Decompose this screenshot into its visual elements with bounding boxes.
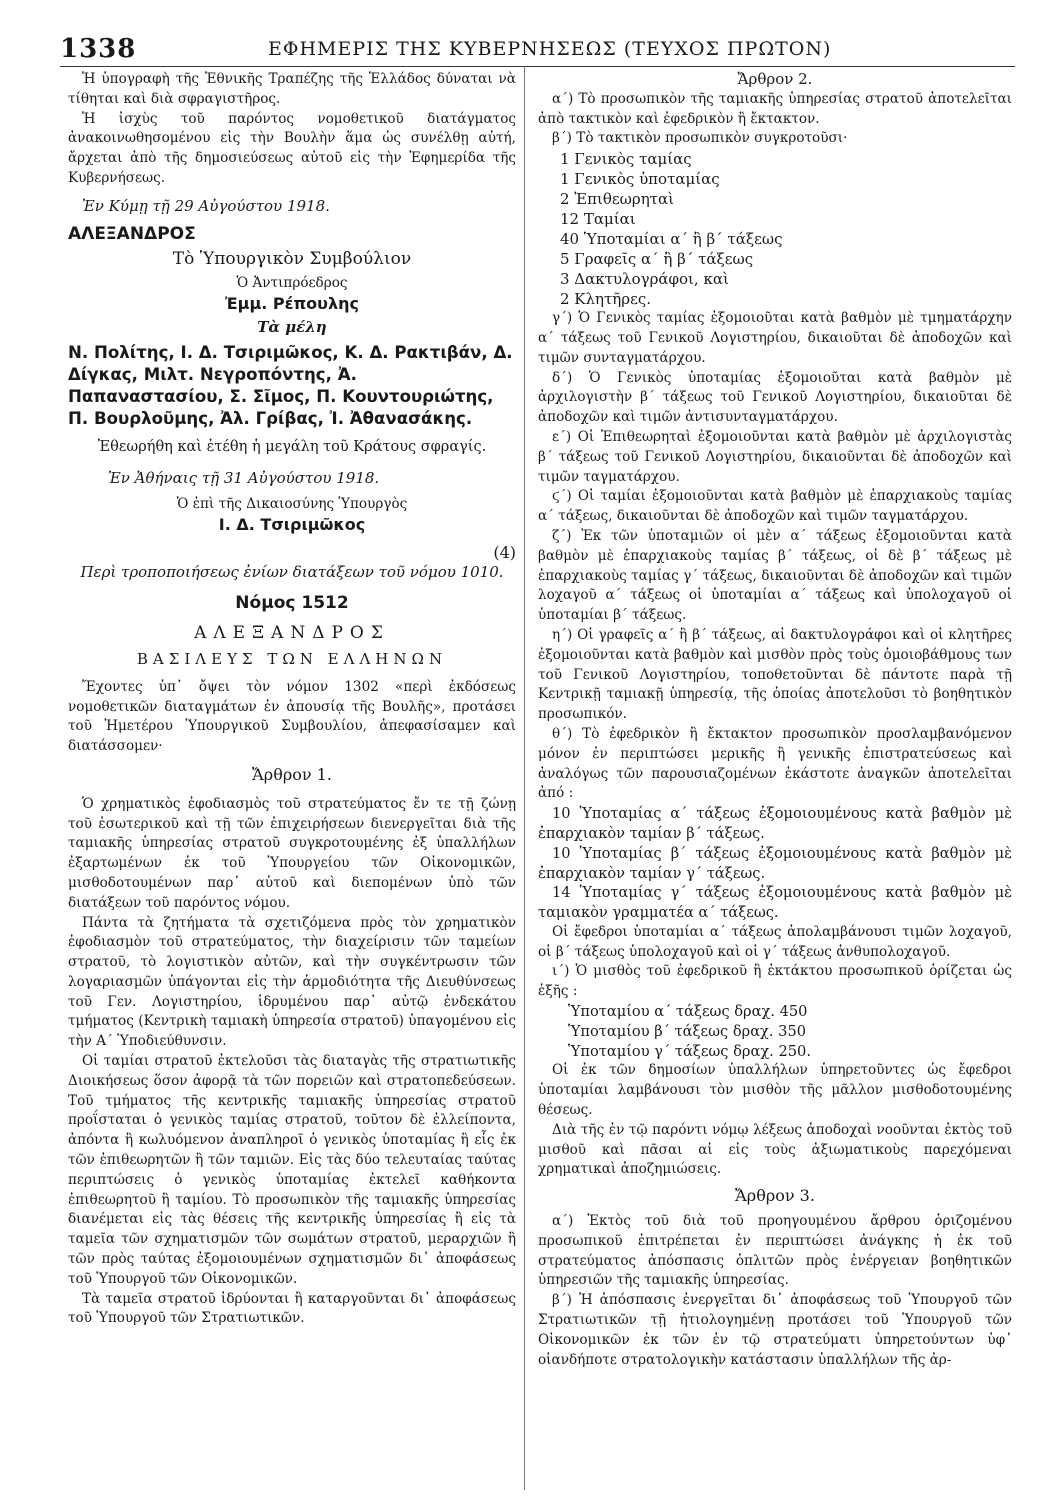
place-date: Ἐν Κύμῃ τῇ 29 Αὐγούστου 1918. [82, 196, 330, 215]
paragraph: Οἱ ἐκ τῶν δημοσίων ὑπαλλήλων ὑπηρετοῦντες ὡς ἔφεδροι ὑποταμίαι λαμβάνουσι τὸν μισθὸν τῆς μᾶλλον μισθοδοτουμένης θέσεως. [538, 1062, 1012, 1119]
list-item: 5 Γραφεῖς α΄ ἢ β΄ τάξεως [560, 250, 754, 269]
paragraph: ϛ΄) Οἱ ταμίαι ἐξομοιοῦνται κατὰ βαθμὸν μὲ ἐπαρχιακοὺς ταμίας α΄ τάξεως, δικαιοῦνται δὲ ἀποδοχῶν καὶ τιμῶν ταγματάρχου. [538, 488, 1012, 525]
paragraph: Ἡ ἰσχὺς τοῦ παρόντος νομοθετικοῦ διατάγματος ἀνακοινωθησομένου εἰς τὴν Βουλὴν ἅμα ὡς συνέλθῃ αὐτή, ἄρχεται ἀπὸ τῆς δημοσιεύσεως αὐτοῦ εἰς τὴν Ἐφημερίδα τῆς Κυβερνήσεως. [68, 110, 516, 186]
minister-name: Ι. Δ. Τσιριμῶκος [218, 514, 366, 534]
paragraph: θ΄) Τὸ ἐφεδρικὸν ἢ ἔκτακτον προσωπικὸν προσλαμβανόμενον μόνον ἐν περιπτώσει μερικῆς ἢ γενικῆς ἐπιστρατεύσεως καὶ ἀναλόγως τῶν παρουσιαζομένων ἑκάστοτε ἀναγκῶν ἀποτελεῖται ἀπό : [538, 725, 1012, 802]
page-number: 1338 [60, 34, 137, 64]
place-date: Ἐν Ἀθήναις τῇ 31 Αὐγούστου 1918. [108, 469, 380, 488]
paragraph: ι΄) Ὁ μισθὸς τοῦ ἐφεδρικοῦ ἢ ἐκτάκτου προσωπικοῦ ὁρίζεται ὡς ἑξῆς : [538, 963, 1012, 1000]
vice-president-name: Ἐμμ. Ρέπουλης [225, 293, 359, 313]
left-column [68, 70, 516, 1329]
page-header [60, 34, 1010, 64]
paragraph: Ὁ χρηματικὸς ἐφοδιασμὸς τοῦ στρατεύματος ἔν τε τῇ ζώνῃ τοῦ ἐσωτερικοῦ καὶ τῇ τῶν ἐπιχειρήσεων διενεργεῖται διὰ τῆς ταμιακῆς ὑπηρεσίας στρατοῦ συγκροτουμένης ἐξ ὑπαλλήλων ἐξαρτωμένων ἐκ τοῦ Ὑπουργείου τῶν Οἰκονομικῶν, μισθοδοτουμένων παρ᾿ αὐτοῦ καὶ διεπομένων ὑπὸ τῶν διατάξεων τοῦ παρόντος νόμου. [68, 795, 516, 911]
list-item: 2 Ἐπιθεωρηταὶ [560, 190, 674, 209]
list-item: 1 Γενικὸς ὑποταμίας [560, 170, 720, 189]
paragraph: Ἡ ὑπογραφὴ τῆς Ἐθνικῆς Τραπέζης τῆς Ἑλλάδος δύναται νὰ τίθηται καὶ διὰ σφραγιστῆρος. [68, 71, 516, 107]
list-item: 2 Κλητῆρες. [560, 290, 652, 309]
paragraph: ζ΄) Ἐκ τῶν ὑποταμιῶν οἱ μὲν α΄ τάξεως ἐξομοιοῦνται κατὰ βαθμὸν μὲ ἐπαρχιακοὺς ταμίας β΄ τάξεως, οἱ δὲ β΄ τάξεως μὲ ἐπαρχιακοὺς ταμίας γ΄ τάξεως, δικαιοῦνται δὲ ἀποδοχῶν καὶ τιμῶν λοχαγοῦ α΄ τάξεως οἱ ὑποταμίαι α΄ τάξεως καὶ ὑπολοχαγοῦ οἱ ὑποταμίαι β΄ τάξεως. [538, 527, 1012, 624]
king-subtitle: ΒΑΣΙΛΕΥΣ ΤΩΝ ΕΛΛΗΝΩΝ [136, 649, 448, 668]
list-item: 12 Ταμίαι [560, 210, 636, 229]
minister-title: Ὁ ἐπὶ τῆς Δικαιοσύνης Ὑπουργὸς [176, 496, 408, 513]
article-heading: Ἄρθρον 1. [252, 764, 332, 784]
salary-list [538, 1002, 1012, 1061]
gazette-title: ΕΦΗΜΕΡΙΣ ΤΗΣ ΚΥΒΕΡΝΗΣΕΩΣ (ΤΕΥΧΟΣ ΠΡΩΤΟΝ) [268, 38, 832, 60]
staff-list [538, 149, 1012, 309]
paragraph: Διὰ τῆς ἐν τῷ παρόντι νόμῳ λέξεως ἀποδοχαὶ νοοῦνται ἐκτὸς τοῦ μισθοῦ καὶ πᾶσαι αἱ εἰς τοὺς ἀξιωματικοὺς παρεχόμεναι χρηματικαὶ ἀποζημιώσεις. [538, 1121, 1012, 1178]
paragraph: Οἱ ταμίαι στρατοῦ ἐκτελοῦσι τὰς διαταγὰς τῆς στρατιωτικῆς Διοικήσεως ὅσον ἀφορᾷ τὰ τῶν πορειῶν καὶ στρατοπεδεύσεων. Τοῦ τμήματος τῆς κεντρικῆς ταμιακῆς ὑπηρεσίας στρατοῦ προΐσταται ὁ γενικὸς ταμίας στρατοῦ, τοῦτον δὲ ἐλλείποντα, ἀπόντα ἢ κωλυόμενον ἀναπληροῖ ὁ γενικὸς ὑποταμίας ἢ εἷς ἐκ τῶν ἐπιθεωρητῶν ἢ τῶν ταμιῶν. Εἰς τὰς δύο τελευταίας ταύτας περιπτώσεις ὁ γενικὸς ὑποταμίας ἐκτελεῖ καθήκοντα ἐπιθεωρητοῦ ἢ ταμίου. Τὸ προσωπικὸν τῆς ταμιακῆς ὑπηρεσίας διανέμεται εἰς τὰς θέσεις τῆς κεντρικῆς ὑπηρεσίας ἢ εἰς τὰ ταμεῖα τῶν σχηματισμῶν τῶν σωμάτων στρατοῦ, μεραρχιῶν ἢ τῶν πρὸς ταύτας ἐξομοιουμένων σχηματισμῶν δι᾿ ἀποφάσεως τοῦ Ὑπουργοῦ τῶν Οἰκονομικῶν. [68, 1053, 516, 1287]
vice-president-title: Ὁ Ἀντιπρόεδρος [236, 275, 348, 292]
king-heading: ΑΛΕΞΑΝΔΡΟΣ [194, 623, 390, 644]
king-signature: ΑΛΕΞΑΝΔΡΟΣ [68, 223, 196, 244]
paragraph: Τὰ ταμεῖα στρατοῦ ἱδρύονται ἢ καταργοῦνται δι᾿ ἀποφάσεως τοῦ Ὑπουργοῦ τῶν Στρατιωτικῶν. [68, 1290, 516, 1327]
header-rule [60, 66, 1015, 67]
list-item: 3 Δακτυλογράφοι, καὶ [560, 270, 729, 289]
list-item: Ὑποταμίου γ΄ τάξεως δραχ. 250. [568, 1042, 811, 1060]
members-list: Ν. Πολίτης, Ι. Δ. Τσιριμῶκος, Κ. Δ. Ρακτιβάν, Δ. Δίγκας, Μιλτ. Νεγροπόντης, Ἀ. Παπαναστασίου, Σ. Σῖμος, Π. Κουντουριώτης, Π. Βουρλοῦμης, Ἀλ. Γρίβας, Ἰ. Ἀθανασάκης. [68, 342, 513, 428]
list-item: 40 Ὑποταμίαι α΄ ἢ β΄ τάξεως [560, 230, 783, 249]
paragraph: 10 Ὑποταμίας β΄ τάξεως ἐξομοιουμένους κατὰ βαθμὸν μὲ ἐπαρχιακὸν ταμίαν γ΄ τάξεως. [538, 844, 1012, 882]
paragraph: η΄) Οἱ γραφεῖς α΄ ἢ β΄ τάξεως, αἱ δακτυλογράφοι καὶ οἱ κλητῆρες ἐξομοιοῦνται κατὰ βαθμὸν καὶ μισθὸν πρὸς τοὺς ὁμοιοβάθμους των τοῦ Γενικοῦ Λογιστηρίου, τοποθετοῦνται δὲ πάντοτε παρὰ τῇ Κεντρικῇ ταμιακῇ ὑπηρεσίᾳ, τῆς ὁποίας ἀποτελοῦσι τὸ βοηθητικὸν προσωπικόν. [538, 626, 1012, 723]
column-divider [524, 66, 525, 1490]
right-column [538, 70, 1012, 1370]
paragraph: 10 Ὑποταμίας α΄ τάξεως ἐξομοιουμένους κατὰ βαθμὸν μὲ ἐπαρχιακὸν ταμίαν β΄ τάξεως. [538, 805, 1012, 842]
paragraph: Πάντα τὰ ζητήματα τὰ σχετιζόμενα πρὸς τὸν χρηματικὸν ἐφοδιασμὸν τοῦ στρατεύματος, τὴν διαχείρισιν τῶν ταμείων στρατοῦ, τὸ λογιστικὸν αὐτῶν, καὶ τὴν συγκέντρωσιν τῶν λογαριασμῶν ὑπάγονται εἰς τὴν ἁρμοδιότητα τῆς Διευθύνσεως τοῦ Γεν. Λογιστηρίου, ἱδρυμένου παρ᾿ αὐτῷ ἐνδεκάτου τμήματος (Κεντρικὴ ταμιακὴ ὑπηρεσία στρατοῦ) ὑπαγομένου εἰς τὴν Α΄ Ὑποδιεύθυνσιν. [68, 914, 516, 1050]
paragraph: β΄) Τὸ τακτικὸν προσωπικὸν συγκροτοῦσι· [552, 130, 848, 147]
paragraph: γ΄) Ὁ Γενικὸς ταμίας ἐξομοιοῦται κατὰ βαθμὸν μὲ τμηματάρχην α΄ τάξεως τοῦ Γενικοῦ Λογιστηρίου, δικαιοῦται δὲ ἀποδοχῶν καὶ τιμῶν συνταγματάρχου. [538, 310, 1012, 366]
paragraph: β΄) Ἡ ἀπόσπασις ἐνεργεῖται δι᾿ ἀποφάσεως τοῦ Ὑπουργοῦ τῶν Στρατιωτικῶν τῇ ἠτιολογημένῃ προτάσει τοῦ Ὑπουργοῦ τῶν Οἰκονομικῶν ἐκ τῶν ἐν τῷ στρατεύματι ὑπηρετούντων ὑφ᾿ οἱανδήποτε στρατολογικὴν κατάστασιν ὑπαλλήλων τῆς ἀρ- [538, 1292, 1012, 1368]
article-heading: Ἄρθρον 3. [735, 1186, 815, 1206]
list-item: Ὑποταμίου α΄ τάξεως δραχ. 450 [568, 1003, 808, 1021]
paragraph: Οἱ ἔφεδροι ὑποταμίαι α΄ τάξεως ἀπολαμβάνουσι τιμῶν λοχαγοῦ, οἱ β΄ τάξεως ὑπολοχαγοῦ καὶ οἱ γ΄ τάξεως ἀνθυπολοχαγοῦ. [538, 923, 1012, 960]
council-heading: Τὸ Ὑπουργικὸν Συμβούλιον [172, 249, 412, 270]
paragraph: ε΄) Οἱ Ἐπιθεωρηταὶ ἐξομοιοῦνται κατὰ βαθμὸν μὲ ἀρχιλογιστὰς β΄ τάξεως τοῦ Γενικοῦ Λογιστηρίου, δικαιοῦνται δὲ ἀποδοχῶν καὶ τιμῶν ταγματάρχου. [538, 428, 1012, 485]
seal-note: Ἐθεωρήθη καὶ ἐτέθη ἡ μεγάλη τοῦ Κράτους σφραγίς. [97, 438, 487, 455]
list-item: Ὑποταμίου β΄ τάξεως δραχ. 350 [568, 1022, 807, 1040]
preamble: Ἔχοντες ὑπ᾿ ὄψει τὸν νόμον 1302 «περὶ ἐκδόσεως νομοθετικῶν διαταγμάτων ἐν ἀπουσίᾳ τῆς Βουλῆς», προτάσει τοῦ Ἡμετέρου Ὑπουργικοῦ Συμβουλίου, ἀπεφασίσαμεν καὶ διατάσσομεν· [68, 678, 516, 755]
paragraph: α΄) Τὸ προσωπικὸν τῆς ταμιακῆς ὑπηρεσίας στρατοῦ ἀποτελεῖται ἀπὸ τακτικὸν καὶ ἐφεδρικὸν ἢ ἔκτακτον. [538, 90, 1012, 127]
paragraph: 14 Ὑποταμίας γ΄ τάξεως ἐξομοιουμένους κατὰ βαθμὸν μὲ ταμιακὸν γραμματέα α΄ τάξεως. [538, 884, 1012, 922]
paragraph: α΄) Ἐκτὸς τοῦ διὰ τοῦ προηγουμένου ἄρθρου ὁριζομένου προσωπικοῦ ἐπιτρέπεται ἐν περιπτώσει ἀνάγκης ἡ ἐκ τοῦ στρατεύματος ἀπόσπασις ὁπλιτῶν πρὸς ἐνέργειαν βοηθητικῶν ὑπηρεσιῶν τῆς ταμιακῆς ὑπηρεσίας. [538, 1213, 1012, 1289]
document-number: (4) [493, 542, 516, 562]
members-heading: Τὰ μέλη [257, 317, 327, 336]
list-item: 1 Γενικὸς ταμίας [560, 150, 692, 169]
law-number: Νόμος 1512 [235, 593, 349, 614]
paragraph: δ΄) Ὁ Γενικὸς ὑποταμίας ἐξομοιοῦται κατὰ βαθμὸν μὲ ἀρχιλογιστὴν β΄ τάξεως τοῦ Γενικοῦ Λογιστηρίου, δικαιοῦται δὲ ἀποδοχῶν καὶ τιμῶν ἀντισυνταγματάρχου. [538, 369, 1012, 426]
article-heading: Ἄρθρον 2. [737, 70, 813, 88]
law-subject: Περὶ τροποποιήσεως ἐνίων διατάξεων τοῦ νόμου 1010. [80, 562, 504, 581]
